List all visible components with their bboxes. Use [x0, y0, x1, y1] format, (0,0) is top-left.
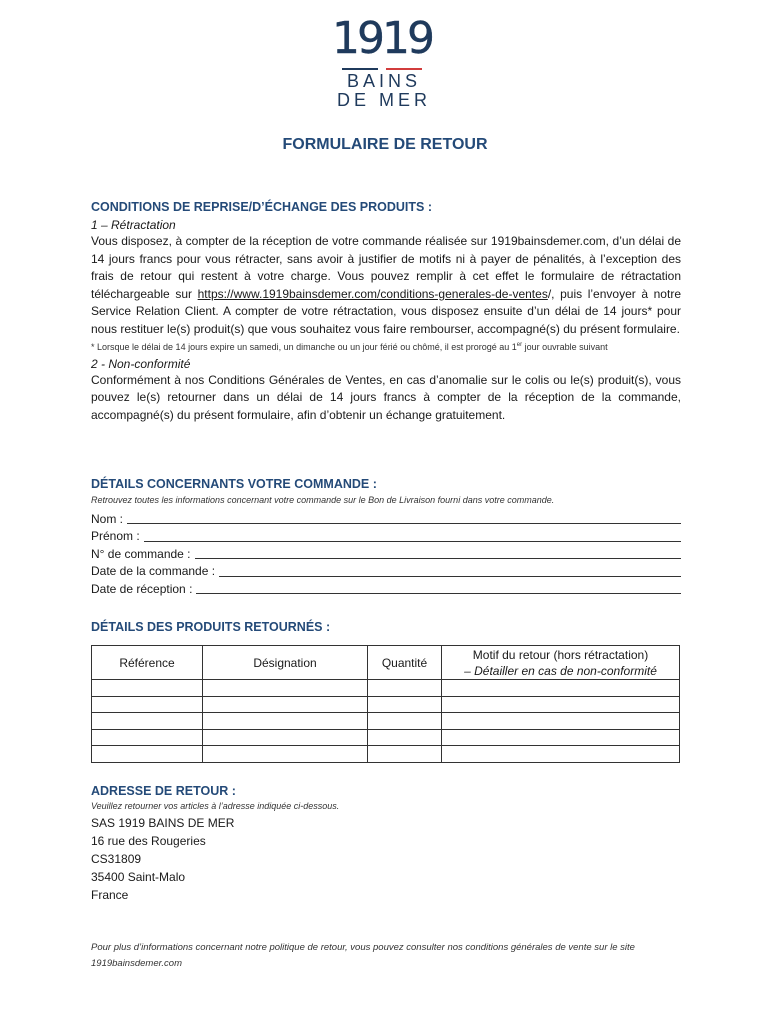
retract-title: 1 – Rétractation	[91, 218, 176, 232]
field-date-commande[interactable]	[91, 563, 681, 580]
field-line[interactable]	[195, 546, 681, 559]
logo-line-2: DE MER	[336, 90, 431, 110]
order-fields	[91, 511, 681, 598]
address-note: Veuillez retourner vos articles à l’adresse indiquée ci-dessous.	[91, 801, 340, 811]
field-date-reception[interactable]	[91, 581, 681, 598]
retract-text-2: /, puis l’envoyer à notre Service Relation Client. A compter de votre rétractation, vous disposez ensuite d’un délai de 14 jours* pour nous restituer le(s) produit(s) que vous souhaitez vous faire rembourser, accompagné(s) du présent formulaire.	[91, 286, 681, 336]
nonconf-paragraph: Conformément à nos Conditions Générales de Ventes, en cas d’anomalie sur le colis ou le(s) produit(s), vous pouvez le(s) retourner dans un délai de 14 jours francs à compter de la réception de la commande, accompagné(s) du présent formulaire, afin d’obtenir un échange gratuitement.	[91, 372, 681, 422]
col-quantite: Quantité	[368, 646, 442, 680]
table-cell[interactable]	[442, 713, 680, 730]
table-cell[interactable]	[368, 713, 442, 730]
address-block	[91, 814, 681, 904]
footnote-sup: er	[516, 341, 523, 348]
conditions-link[interactable]: https://www.1919bainsdemer.com/conditions-generales-de-ventes	[197, 286, 548, 301]
table-cell[interactable]	[203, 680, 368, 697]
table-cell[interactable]	[442, 696, 680, 713]
field-label: Prénom :	[91, 529, 140, 544]
field-label: Nom :	[91, 512, 124, 526]
field-numero-commande[interactable]	[91, 546, 681, 563]
table-cell[interactable]	[368, 680, 442, 697]
table-cell[interactable]	[92, 696, 203, 713]
field-label: Date de réception :	[91, 581, 193, 596]
products-heading: DÉTAILS DES PRODUITS RETOURNÉS :	[91, 620, 331, 634]
footer-note: Pour plus d’informations concernant notre politique de retour, vous pouvez consulter nos conditions générales de vente sur le site 1919bainsdemer.com	[91, 942, 635, 969]
logo-rule-blue	[342, 68, 378, 70]
col-motif-line-2: – Détailler en cas de non-conformité	[464, 663, 657, 678]
table-row	[92, 713, 680, 730]
table-cell[interactable]	[442, 729, 680, 746]
table-cell[interactable]	[92, 713, 203, 730]
table-cell[interactable]	[203, 746, 368, 763]
table-cell[interactable]	[368, 746, 442, 763]
table-cell[interactable]	[203, 713, 368, 730]
table-cell[interactable]	[203, 696, 368, 713]
logo-number: 1919	[332, 13, 432, 64]
field-line[interactable]	[196, 581, 681, 594]
logo-rule	[342, 68, 422, 70]
footnote	[91, 339, 681, 353]
col-motif	[442, 646, 680, 680]
conditions-heading: CONDITIONS DE REPRISE/D’ÉCHANGE DES PRODUITS :	[91, 200, 433, 214]
address-line-1: SAS 1919 BAINS DE MER	[91, 816, 235, 830]
table-cell[interactable]	[92, 746, 203, 763]
table-cell[interactable]	[92, 729, 203, 746]
col-designation: Désignation	[203, 646, 368, 680]
table-row	[92, 746, 680, 763]
table-row	[92, 696, 680, 713]
address-line-4: 35400 Saint-Malo	[91, 870, 186, 884]
address-line-2: 16 rue des Rougeries	[91, 834, 206, 848]
products-table	[91, 645, 680, 763]
footnote-text-1: * Lorsque le délai de 14 jours expire un samedi, un dimanche ou un jour férié ou chômé, il est prorogé au 1	[91, 341, 517, 352]
field-label: Date de la commande :	[91, 564, 216, 579]
field-label: N° de commande :	[91, 546, 191, 561]
field-nom[interactable]	[91, 511, 681, 528]
footnote-text-2: jour ouvrable suivant	[522, 341, 608, 352]
order-note: Retrouvez toutes les informations concernant votre commande sur le Bon de Livraison fourni dans votre commande.	[91, 495, 555, 505]
table-row	[92, 680, 680, 697]
col-reference: Référence	[92, 646, 203, 680]
logo-rule-red	[386, 68, 422, 70]
page-title: FORMULAIRE DE RETOUR	[282, 136, 488, 153]
retract-paragraph	[91, 233, 681, 339]
table-cell[interactable]	[442, 746, 680, 763]
retract-text-1: Vous disposez, à compter de la réception de votre commande réalisée sur 1919bainsdemer.com, d’un délai de 14 jours francs pour vous rétracter, sans avoir à justifier de motifs ni à payer de pénalités, à l’exception des frais de retour qui restent à votre charge. Vous pouvez remplir à cet effet le formulaire de rétractation téléchargeable sur	[91, 234, 681, 301]
conditions-section	[91, 199, 681, 424]
table-cell[interactable]	[92, 680, 203, 697]
address-heading: ADRESSE DE RETOUR :	[91, 784, 236, 798]
nonconf-title: 2 - Non-conformité	[91, 356, 191, 371]
table-cell[interactable]	[368, 729, 442, 746]
field-prenom[interactable]	[91, 528, 681, 545]
address-section	[91, 783, 681, 904]
table-cell[interactable]	[203, 729, 368, 746]
address-line-5: France	[91, 888, 129, 902]
field-line[interactable]	[144, 528, 681, 541]
logo-line-1: BAINS	[346, 71, 422, 91]
products-section	[91, 619, 681, 635]
field-line[interactable]	[127, 511, 681, 524]
address-line-3: CS31809	[91, 852, 142, 866]
order-heading: DÉTAILS CONCERNANTS VOTRE COMMANDE :	[91, 477, 377, 491]
col-motif-line-1: Motif du retour (hors rétractation)	[472, 647, 649, 662]
table-row	[92, 729, 680, 746]
brand-logo	[330, 13, 434, 110]
table-cell[interactable]	[442, 680, 680, 697]
table-header-row	[92, 646, 680, 680]
field-line[interactable]	[219, 563, 681, 576]
order-section	[91, 476, 681, 598]
table-cell[interactable]	[368, 696, 442, 713]
